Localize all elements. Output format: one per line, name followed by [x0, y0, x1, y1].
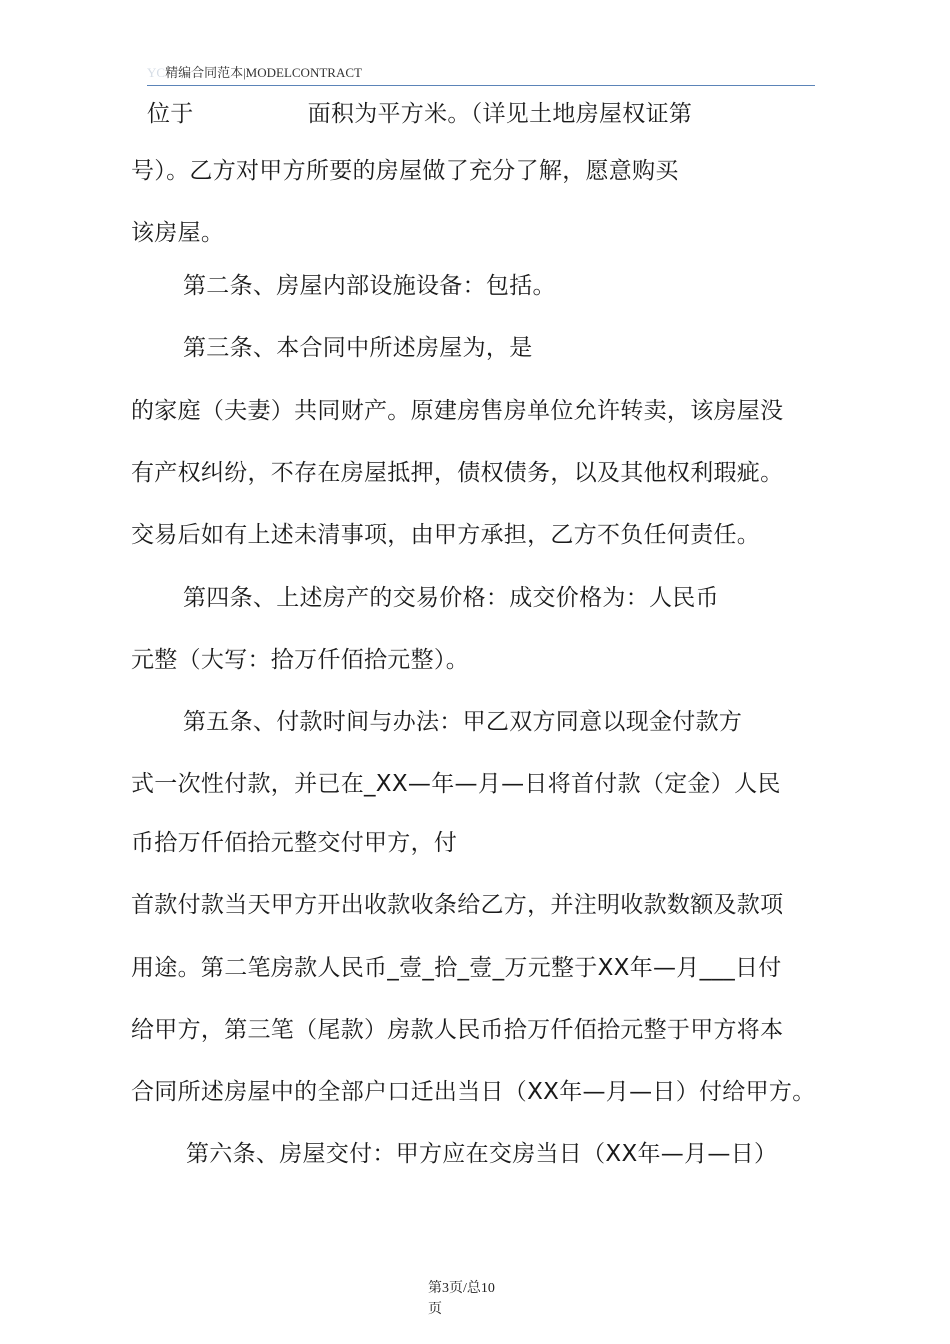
article-4-line: 第四条、上述房产的交易价格：成交价格为：人民币 — [183, 585, 719, 611]
body-line-7: 有产权纠纷，不存在房屋抵押，债权债务，以及其他权利瑕疵。 — [131, 460, 784, 486]
body-line-6: 的家庭（夫妻）共同财产。原建房售房单位允许转卖，该房屋没 — [131, 398, 784, 424]
header-title: 精编合同范本|MODELCONTRACT — [165, 65, 362, 80]
page-number: 第3页/总10 — [428, 1281, 495, 1296]
page-header — [147, 63, 815, 86]
article-6-line: 第六条、房屋交付：甲方应在交房当日（XX年—月—日） — [186, 1141, 778, 1167]
text-located-at: 位于 — [147, 101, 194, 127]
body-line-2: 号）。乙方对甲方所要的房屋做了充分了解，愿意购买 — [131, 158, 679, 184]
body-line-3: 该房屋。 — [131, 220, 225, 246]
body-line-14: 首款付款当天甲方开出收款收条给乙方，并注明收款数额及款项 — [131, 892, 784, 918]
body-line-12: 式一次性付款，并已在_XX—年—月—日将首付款（定金）人民 — [131, 771, 781, 797]
article-3-line: 第三条、本合同中所述房屋为，是 — [183, 335, 533, 361]
text-area-square-meters: 面积为平方米。（详见土地房屋权证第 — [307, 101, 693, 127]
body-line-13: 币拾万仟佰拾元整交付甲方，付 — [131, 830, 458, 856]
header-logo: YC — [147, 65, 166, 80]
body-line-17: 合同所述房屋中的全部户口迁出当日（XX年—月—日）付给甲方。 — [131, 1079, 816, 1105]
body-line-15: 用途。第二笔房款人民币_壹_拾_壹_万元整于XX年—月___日付 — [131, 955, 782, 981]
body-line-16: 给甲方，第三笔（尾款）房款人民币拾万仟佰拾元整于甲方将本 — [131, 1017, 784, 1043]
body-line-1 — [147, 99, 692, 129]
page-number-suffix: 页 — [428, 1302, 442, 1317]
article-5-line: 第五条、付款时间与办法：甲乙双方同意以现金付款方 — [183, 709, 743, 735]
body-line-10: 元整（大写：拾万仟佰拾元整）。 — [131, 647, 469, 673]
article-2-line: 第二条、房屋内部设施设备：包括。 — [183, 273, 556, 299]
body-line-8: 交易后如有上述未清事项，由甲方承担，乙方不负任何责任。 — [131, 522, 761, 548]
page-footer — [428, 1278, 495, 1320]
